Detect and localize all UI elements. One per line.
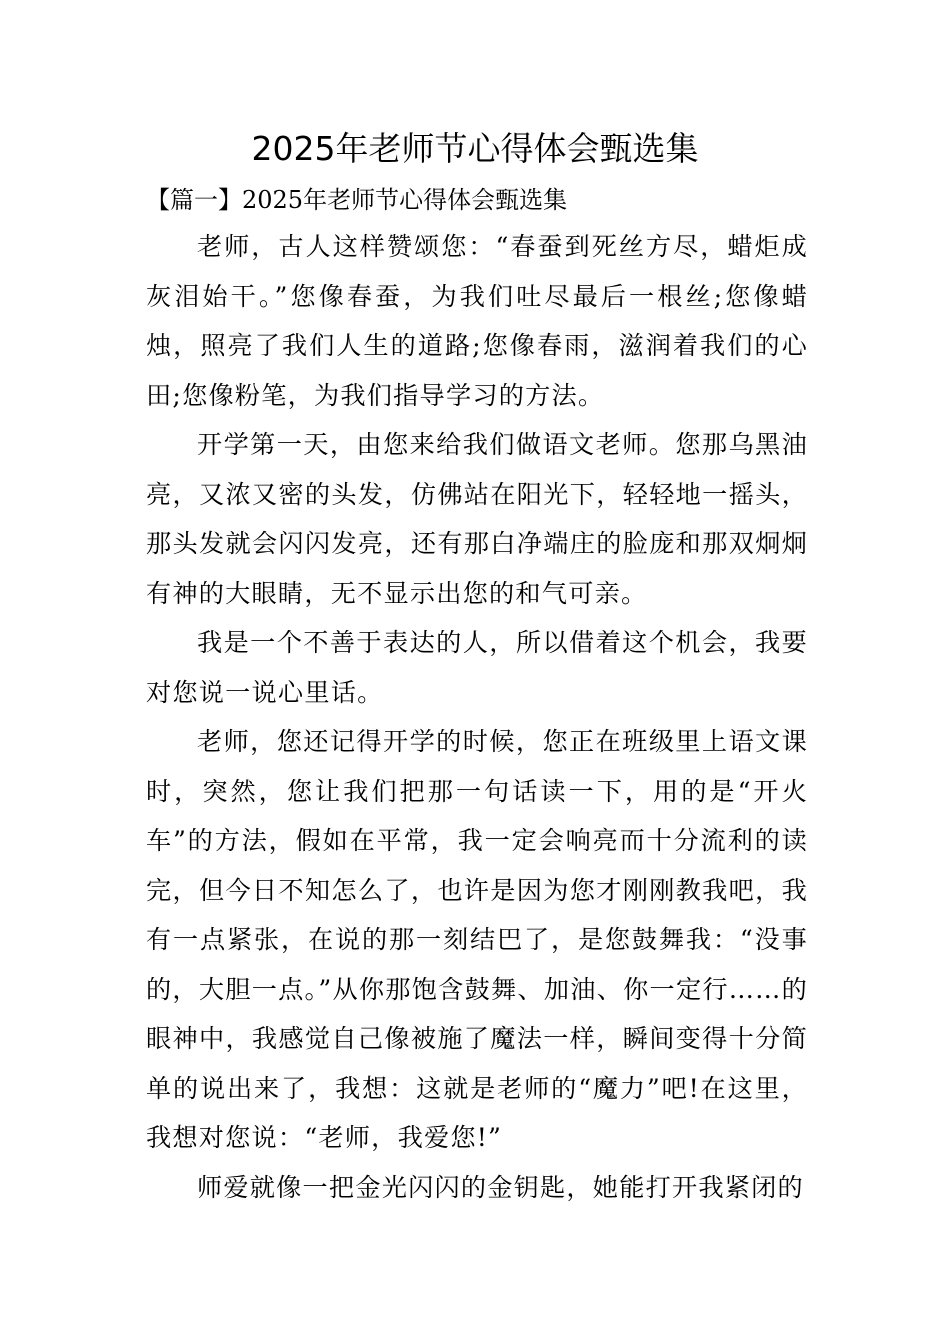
document-title: 2025年老师节心得体会甄选集 (251, 129, 699, 168)
paragraph: 老师，您还记得开学的时候，您正在班级里上语文课时，突然，您让我们把那一句话读一下，用的是“开火车”的方法，假如在平常，我一定会响亮而十分流利的读完，但今日不知怎么了，也许是因为您才刚刚教我吧，我有一点紧张，在说的那一刻结巴了，是您鼓舞我：“没事的，大胆一点。”从你那饱含鼓舞、加油、你一定行……的眼神中，我感觉自己像被施了魔法一样，瞬间变得十分简单的说出来了，我想：这就是老师的“魔力”吧!在这里，我想对您说：“老师，我爱您!” (146, 727, 808, 1152)
paragraph: 开学第一天，由您来给我们做语文老师。您那乌黑油亮，又浓又密的头发，仿佛站在阳光下，轻轻地一摇头，那头发就会闪闪发亮，还有那白净端庄的脸庞和那双炯炯有神的大眼睛，无不显示出您的和气可亲。 (146, 430, 808, 608)
body-text (146, 222, 808, 1212)
paragraph: 老师，古人这样赞颂您：“春蚕到死丝方尽，蜡炬成灰泪始干。”您像春蚕，为我们吐尽最后一根丝;您像蜡烛，照亮了我们人生的道路;您像春雨，滋润着我们的心田;您像粉笔，为我们指导学习的方法。 (146, 232, 808, 410)
section-heading: 【篇一】2025年老师节心得体会甄选集 (146, 186, 568, 214)
paragraph: 师爱就像一把金光闪闪的金钥匙，她能打开我紧闭的 (197, 1172, 804, 1202)
paragraph: 我是一个不善于表达的人，所以借着这个机会，我要对您说一说心里话。 (146, 628, 808, 707)
